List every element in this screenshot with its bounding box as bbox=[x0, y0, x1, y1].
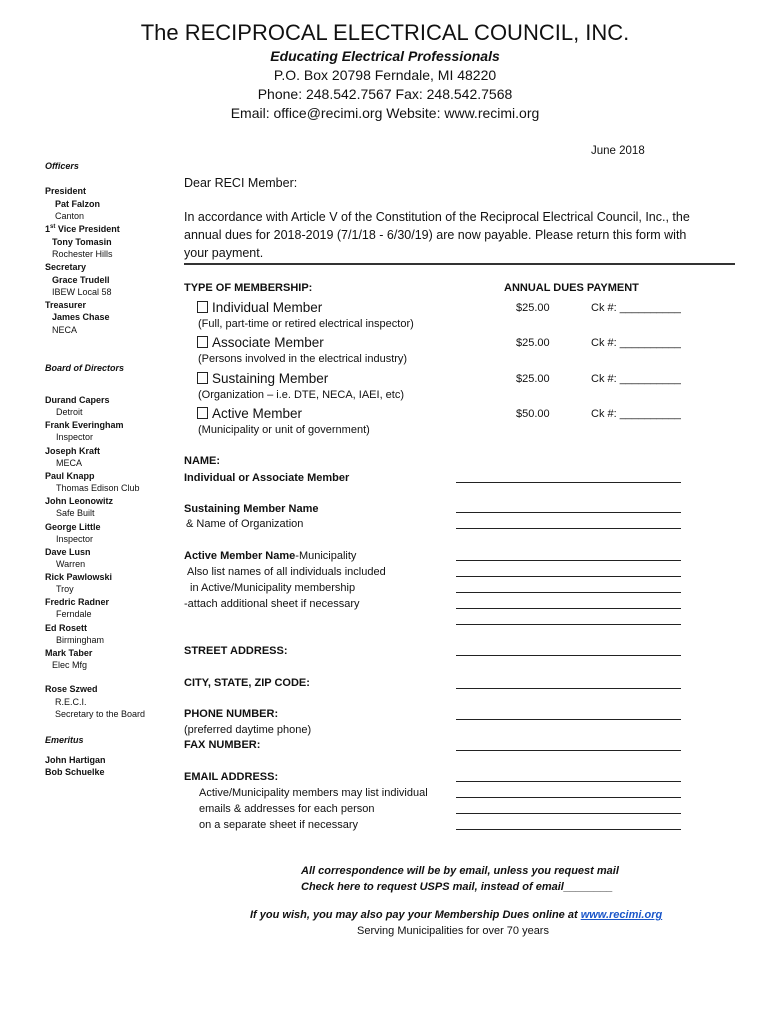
sustaining-name-label: Sustaining Member Name bbox=[184, 503, 319, 515]
board-member-affiliation: Inspector bbox=[56, 432, 94, 443]
membership-price: $50.00 bbox=[516, 408, 550, 420]
email-address-note: on a separate sheet if necessary bbox=[199, 819, 358, 831]
board-member-affiliation: Elec Mfg bbox=[52, 660, 88, 670]
board-member-affiliation: Warren bbox=[56, 558, 86, 569]
organization-title: The RECIPROCAL ELECTRICAL COUNCIL, INC. bbox=[140, 20, 630, 45]
officers-heading: Officers bbox=[45, 161, 79, 171]
online-payment-note: If you wish, you may also pay your Membership Dues online at www.recimi.org bbox=[250, 909, 663, 921]
letter-paragraph-line: In accordance with Article V of the Constitution of the Reciprocal Electrical Council, Inc., the bbox=[184, 210, 690, 224]
membership-checkbox[interactable] bbox=[197, 301, 208, 313]
check-number-field[interactable]: Ck #: __________ bbox=[591, 373, 681, 385]
active-member-label: Active Member Name-Municipality bbox=[184, 550, 357, 562]
city-state-zip-field[interactable] bbox=[456, 688, 681, 689]
check-number-field[interactable]: Ck #: __________ bbox=[591, 302, 681, 314]
greeting: Dear RECI Member: bbox=[184, 176, 298, 190]
name-sublabel: Individual or Associate Member bbox=[184, 472, 350, 484]
email-address-field[interactable] bbox=[456, 829, 681, 830]
rose-name: Rose Szwed bbox=[45, 684, 98, 694]
membership-option[interactable] bbox=[197, 300, 322, 315]
organization-tagline: Educating Electrical Professionals bbox=[270, 48, 500, 64]
organization-email: Email: office@recimi.org Website: www.recimi.org bbox=[230, 105, 540, 121]
rose-org: R.E.C.I. bbox=[55, 697, 87, 707]
membership-option-description: (Persons involved in the electrical industry) bbox=[198, 353, 408, 365]
name-label: NAME: bbox=[184, 455, 221, 467]
membership-option[interactable] bbox=[197, 406, 302, 421]
membership-option-description: (Municipality or unit of government) bbox=[198, 424, 370, 436]
treasurer-title: Treasurer bbox=[45, 300, 87, 310]
vice-president-place: Rochester Hills bbox=[52, 249, 113, 259]
active-member-note: in Active/Municipality membership bbox=[190, 582, 356, 594]
check-number-field[interactable]: Ck #: __________ bbox=[591, 337, 681, 349]
city-state-zip-label: CITY, STATE, ZIP CODE: bbox=[184, 677, 310, 689]
active-member-note: -attach additional sheet if necessary bbox=[184, 598, 360, 610]
emeritus-heading: Emeritus bbox=[45, 735, 84, 745]
membership-price: $25.00 bbox=[516, 337, 550, 349]
sustaining-name-sublabel: & Name of Organization bbox=[186, 518, 304, 530]
president-place: Canton bbox=[55, 211, 85, 221]
active-member-field[interactable] bbox=[456, 592, 681, 593]
membership-option-description: (Full, part-time or retired electrical inspector) bbox=[198, 318, 414, 330]
board-member-affiliation: Safe Built bbox=[56, 508, 95, 519]
emeritus-member: Bob Schuelke bbox=[45, 767, 105, 777]
secretary-title: Secretary bbox=[45, 262, 87, 272]
fax-number-field[interactable] bbox=[456, 750, 681, 751]
board-heading: Board of Directors bbox=[45, 363, 125, 373]
phone-number-label: PHONE NUMBER: bbox=[184, 708, 279, 720]
correspondence-note: All correspondence will be by email, unless you request mail bbox=[301, 865, 619, 877]
phone-number-sublabel: (preferred daytime phone) bbox=[184, 724, 312, 736]
dues-payment-heading: ANNUAL DUES PAYMENT bbox=[504, 282, 639, 294]
membership-checkbox[interactable] bbox=[197, 407, 208, 419]
check-number-field[interactable]: Ck #: __________ bbox=[591, 408, 681, 420]
membership-option-label: Associate Member bbox=[212, 335, 324, 350]
membership-option[interactable] bbox=[197, 335, 324, 350]
active-member-field[interactable] bbox=[456, 560, 681, 561]
secretary-name: Grace Trudell bbox=[52, 275, 110, 285]
vice-president-title: 1st Vice President bbox=[45, 224, 120, 234]
board-member-affiliation: Thomas Edison Club bbox=[56, 482, 140, 493]
serving-note: Serving Municipalities for over 70 years bbox=[357, 925, 549, 937]
divider bbox=[184, 263, 735, 265]
name-field[interactable] bbox=[456, 482, 681, 483]
board-member-name: Durand Capers bbox=[45, 395, 110, 405]
board-member-affiliation: MECA bbox=[56, 457, 83, 468]
active-member-field[interactable] bbox=[456, 608, 681, 609]
board-member-name: John Leonowitz bbox=[45, 496, 113, 507]
board-member-name: Dave Lusn bbox=[45, 546, 91, 557]
letter-date: June 2018 bbox=[591, 145, 645, 157]
president-title: President bbox=[45, 186, 87, 196]
email-address-label: EMAIL ADDRESS: bbox=[184, 771, 279, 783]
rose-role: Secretary to the Board bbox=[55, 709, 146, 719]
sustaining-name-field[interactable] bbox=[456, 512, 681, 513]
board-member-name: Fredric Radner bbox=[45, 597, 110, 608]
email-address-note: emails & addresses for each person bbox=[199, 803, 375, 815]
membership-type-heading: TYPE OF MEMBERSHIP: bbox=[184, 282, 313, 294]
membership-option-label: Active Member bbox=[212, 406, 303, 421]
membership-checkbox[interactable] bbox=[197, 372, 208, 384]
membership-option-label: Sustaining Member bbox=[212, 371, 329, 386]
treasurer-place: NECA bbox=[52, 325, 78, 335]
membership-option-label: Individual Member bbox=[212, 300, 323, 315]
board-member-name: Paul Knapp bbox=[45, 470, 95, 481]
organization-name-field[interactable] bbox=[456, 528, 681, 529]
street-address-label: STREET ADDRESS: bbox=[184, 645, 288, 657]
board-member-affiliation: Ferndale bbox=[56, 609, 92, 620]
membership-option[interactable] bbox=[197, 371, 328, 386]
board-member-name: Mark Taber bbox=[45, 648, 93, 658]
vice-president-name: Tony Tomasin bbox=[52, 237, 112, 247]
organization-phone: Phone: 248.542.7567 Fax: 248.542.7568 bbox=[257, 86, 513, 102]
street-address-field[interactable] bbox=[456, 655, 681, 656]
board-member-affiliation: Detroit bbox=[56, 407, 83, 417]
board-member-affiliation: Troy bbox=[56, 584, 74, 595]
board-member-name: Joseph Kraft bbox=[45, 445, 101, 456]
letter-paragraph-line: your payment. bbox=[184, 246, 264, 260]
board-member-name: Ed Rosett bbox=[45, 622, 88, 633]
board-member-name: George Little bbox=[45, 521, 101, 532]
email-address-note: Active/Municipality members may list individual bbox=[199, 787, 428, 799]
board-member-name: Rick Pawlowski bbox=[45, 572, 113, 583]
letter-paragraph-line: annual dues for 2018-2019 (7/1/18 - 6/30/19) are now payable. Please return this form with bbox=[184, 228, 687, 242]
email-address-field[interactable] bbox=[456, 813, 681, 814]
active-member-note: Also list names of all individuals included bbox=[187, 566, 386, 578]
fax-number-label: FAX NUMBER: bbox=[184, 739, 261, 751]
secretary-place: IBEW Local 58 bbox=[52, 287, 112, 297]
phone-number-field[interactable] bbox=[456, 719, 681, 720]
board-member-affiliation: Birmingham bbox=[56, 634, 105, 645]
membership-checkbox[interactable] bbox=[197, 336, 208, 348]
email-address-field[interactable] bbox=[456, 797, 681, 798]
membership-option-description: (Organization – i.e. DTE, NECA, IAEI, etc) bbox=[198, 389, 405, 401]
president-name: Pat Falzon bbox=[55, 199, 101, 209]
emeritus-member: John Hartigan bbox=[45, 755, 106, 765]
membership-price: $25.00 bbox=[516, 302, 550, 314]
membership-price: $25.00 bbox=[516, 373, 550, 385]
board-member-affiliation: Inspector bbox=[56, 533, 94, 544]
board-member-name: Frank Everingham bbox=[45, 420, 124, 431]
active-member-field[interactable] bbox=[456, 624, 681, 625]
email-address-field[interactable] bbox=[456, 781, 681, 782]
treasurer-name: James Chase bbox=[52, 312, 110, 322]
active-member-field[interactable] bbox=[456, 576, 681, 577]
usps-mail-request[interactable]: Check here to request USPS mail, instead of email________ bbox=[301, 881, 613, 893]
organization-address: P.O. Box 20798 Ferndale, MI 48220 bbox=[273, 67, 497, 83]
website-link[interactable]: www.recimi.org bbox=[580, 909, 663, 921]
